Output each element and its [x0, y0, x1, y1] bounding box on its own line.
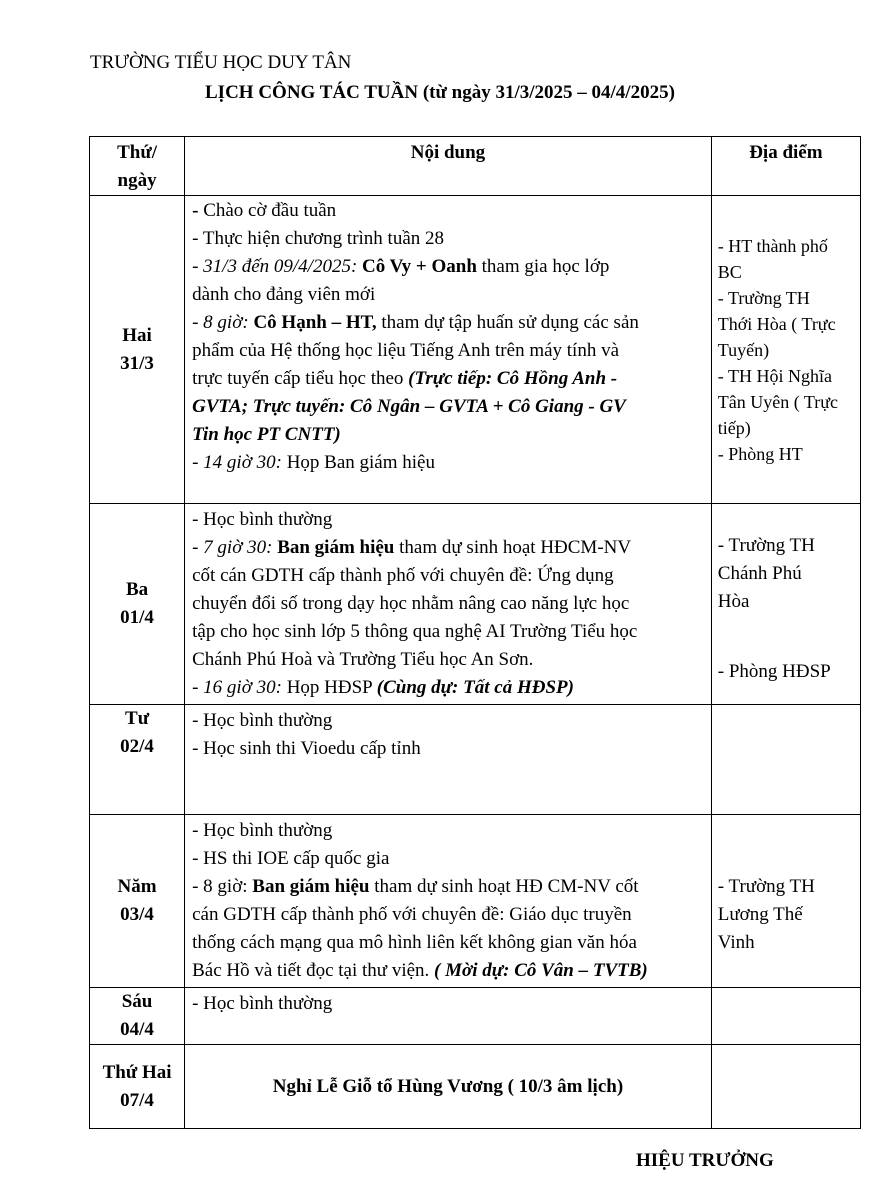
table-row	[90, 988, 861, 1045]
content-cell: - Học bình thường	[185, 988, 712, 1045]
table-row	[90, 705, 861, 815]
location-cell: - Trường TH Chánh Phú Hòa - Phòng HĐSP	[711, 504, 860, 705]
content-cell: - Học bình thường - Học sinh thi Vioedu cấp tỉnh	[185, 705, 712, 815]
table-header-row	[90, 137, 861, 196]
day-cell: Sáu 04/4	[90, 988, 185, 1045]
table-row	[90, 1045, 861, 1129]
signature-title: HIỆU TRƯỞNG	[636, 1150, 774, 1171]
day-cell: Năm 03/4	[90, 815, 185, 988]
location-cell: - Trường TH Lương Thế Vinh	[711, 815, 860, 988]
day-cell: Thứ Hai 07/4	[90, 1045, 185, 1129]
content-cell: - Học bình thường - 7 giờ 30: Ban giám hiệu tham dự sinh hoạt HĐCM-NV cốt cán GDTH cấp thành phố với chuyên đề: Ứng dụng chuyển đổi số trong dạy học nhằm nâng cao năng lực học tập cho học sinh lớp 5 thông qua nghệ AI Trường Tiểu học Chánh Phú Hoà và Trường Tiểu học An Sơn. - 16 giờ 30: Họp HĐSP (Cùng dự: Tất cả HĐSP)	[185, 504, 712, 705]
location-cell	[711, 988, 860, 1045]
location-cell	[711, 1045, 860, 1129]
location-cell: - HT thành phố BC - Trường TH Thới Hòa ( Trực Tuyến) - TH Hội Nghĩa Tân Uyên ( Trực tiếp) - Phòng HT	[711, 196, 860, 504]
header-location: Địa điểm	[711, 137, 860, 196]
day-cell: Hai 31/3	[90, 196, 185, 504]
table-row	[90, 196, 861, 504]
document-title: LỊCH CÔNG TÁC TUẦN (từ ngày 31/3/2025 – 04/4/2025)	[205, 82, 675, 103]
content-cell: - Học bình thường - HS thi IOE cấp quốc gia - 8 giờ: Ban giám hiệu tham dự sinh hoạt HĐ CM-NV cốt cán GDTH cấp thành phố với chuyên đề: Giáo dục truyền thống cách mạng qua mô hình liên kết không gian văn hóa Bác Hồ và tiết đọc tại thư viện. ( Mời dự: Cô Vân – TVTB)	[185, 815, 712, 988]
schedule-table	[89, 136, 861, 1129]
day-cell: Tư 02/4	[90, 705, 185, 815]
header-day: Thứ/ ngày	[90, 137, 185, 196]
table-row	[90, 815, 861, 988]
location-cell	[711, 705, 860, 815]
header-content: Nội dung	[185, 137, 712, 196]
day-cell: Ba 01/4	[90, 504, 185, 705]
content-cell: - Chào cờ đầu tuần - Thực hiện chương trình tuần 28 - 31/3 đến 09/4/2025: Cô Vy + Oanh tham gia học lớp dành cho đảng viên mới - 8 giờ: Cô Hạnh – HT, tham dự tập huấn sử dụng các sản phẩm của Hệ thống học liệu Tiếng Anh trên máy tính và trực tuyến cấp tiểu học theo (Trực tiếp: Cô Hồng Anh - GVTA; Trực tuyến: Cô Ngân – GVTA + Cô Giang - GV Tin học PT CNTT) - 14 giờ 30: Họp Ban giám hiệu	[185, 196, 712, 504]
holiday-notice: Nghỉ Lễ Giỗ tổ Hùng Vương ( 10/3 âm lịch)	[185, 1045, 712, 1129]
school-name: TRƯỜNG TIỂU HỌC DUY TÂN	[90, 52, 352, 73]
table-row	[90, 504, 861, 705]
